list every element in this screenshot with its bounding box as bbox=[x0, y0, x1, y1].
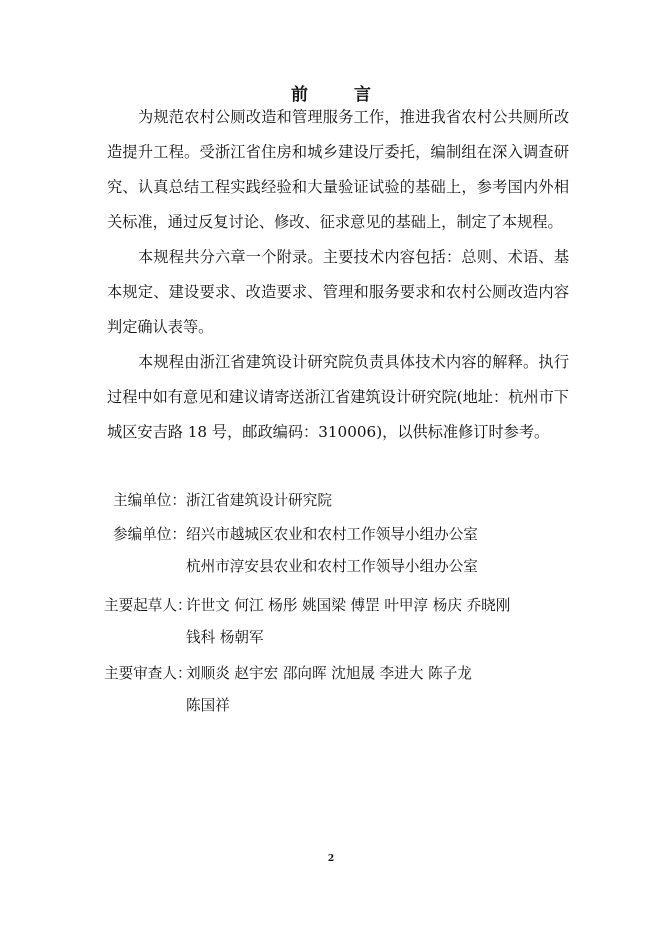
main-drafters-line-1: 许世文 何江 杨彤 姚国梁 傅罡 叶甲淳 杨庆 乔晓刚 bbox=[186, 597, 511, 614]
main-drafters-line-2: 钱科 杨朝军 bbox=[186, 629, 264, 646]
participating-units-label: 参编单位： bbox=[113, 526, 186, 543]
page-number: 2 bbox=[327, 854, 335, 864]
main-reviewers bbox=[104, 658, 574, 722]
main-reviewers-line-1: 刘顺炎 赵宇宏 邵向晖 沈旭晟 李进大 陈子龙 bbox=[186, 665, 472, 682]
chief-editor-unit bbox=[104, 485, 574, 517]
chief-editor-label: 主编单位： bbox=[113, 492, 186, 509]
participating-unit-1: 绍兴市越城区农业和农村工作领导小组办公室 bbox=[186, 526, 478, 543]
chief-editor-value: 浙江省建筑设计研究院 bbox=[186, 492, 332, 509]
preface-paragraph-3: 本规程由浙江省建筑设计研究院负责具体技术内容的解释。执行过程中如有意见和建议请寄送浙江省建筑设计研究院(地址：杭州市下城区安吉路 18 号，邮政编码：310006)，以供标准修订时参考。 bbox=[107, 353, 569, 441]
preface-paragraph-2: 本规程共分六章一个附录。主要技术内容包括：总则、术语、基本规定、建设要求、改造要求、管理和服务要求和农村公厕改造内容判定确认表等。 bbox=[107, 248, 569, 336]
main-drafters-label: 主要起草人： bbox=[104, 597, 192, 614]
page-title: 前言 bbox=[291, 85, 417, 105]
main-reviewers-label: 主要审查人： bbox=[104, 665, 192, 682]
participating-units bbox=[104, 519, 574, 583]
participating-unit-2: 杭州市淳安县农业和农村工作领导小组办公室 bbox=[186, 558, 478, 575]
main-reviewers-line-2: 陈国祥 bbox=[186, 697, 230, 714]
preface-paragraph-1: 为规范农村公厕改造和管理服务工作，推进我省农村公共厕所改造提升工程。受浙江省住房和城乡建设厅委托，编制组在深入调查研究、认真总结工程实践经验和大量验证试验的基础上，参考国内外相关标准，通过反复讨论、修改、征求意见的基础上，制定了本规程。 bbox=[107, 108, 569, 231]
main-drafters bbox=[104, 590, 574, 654]
